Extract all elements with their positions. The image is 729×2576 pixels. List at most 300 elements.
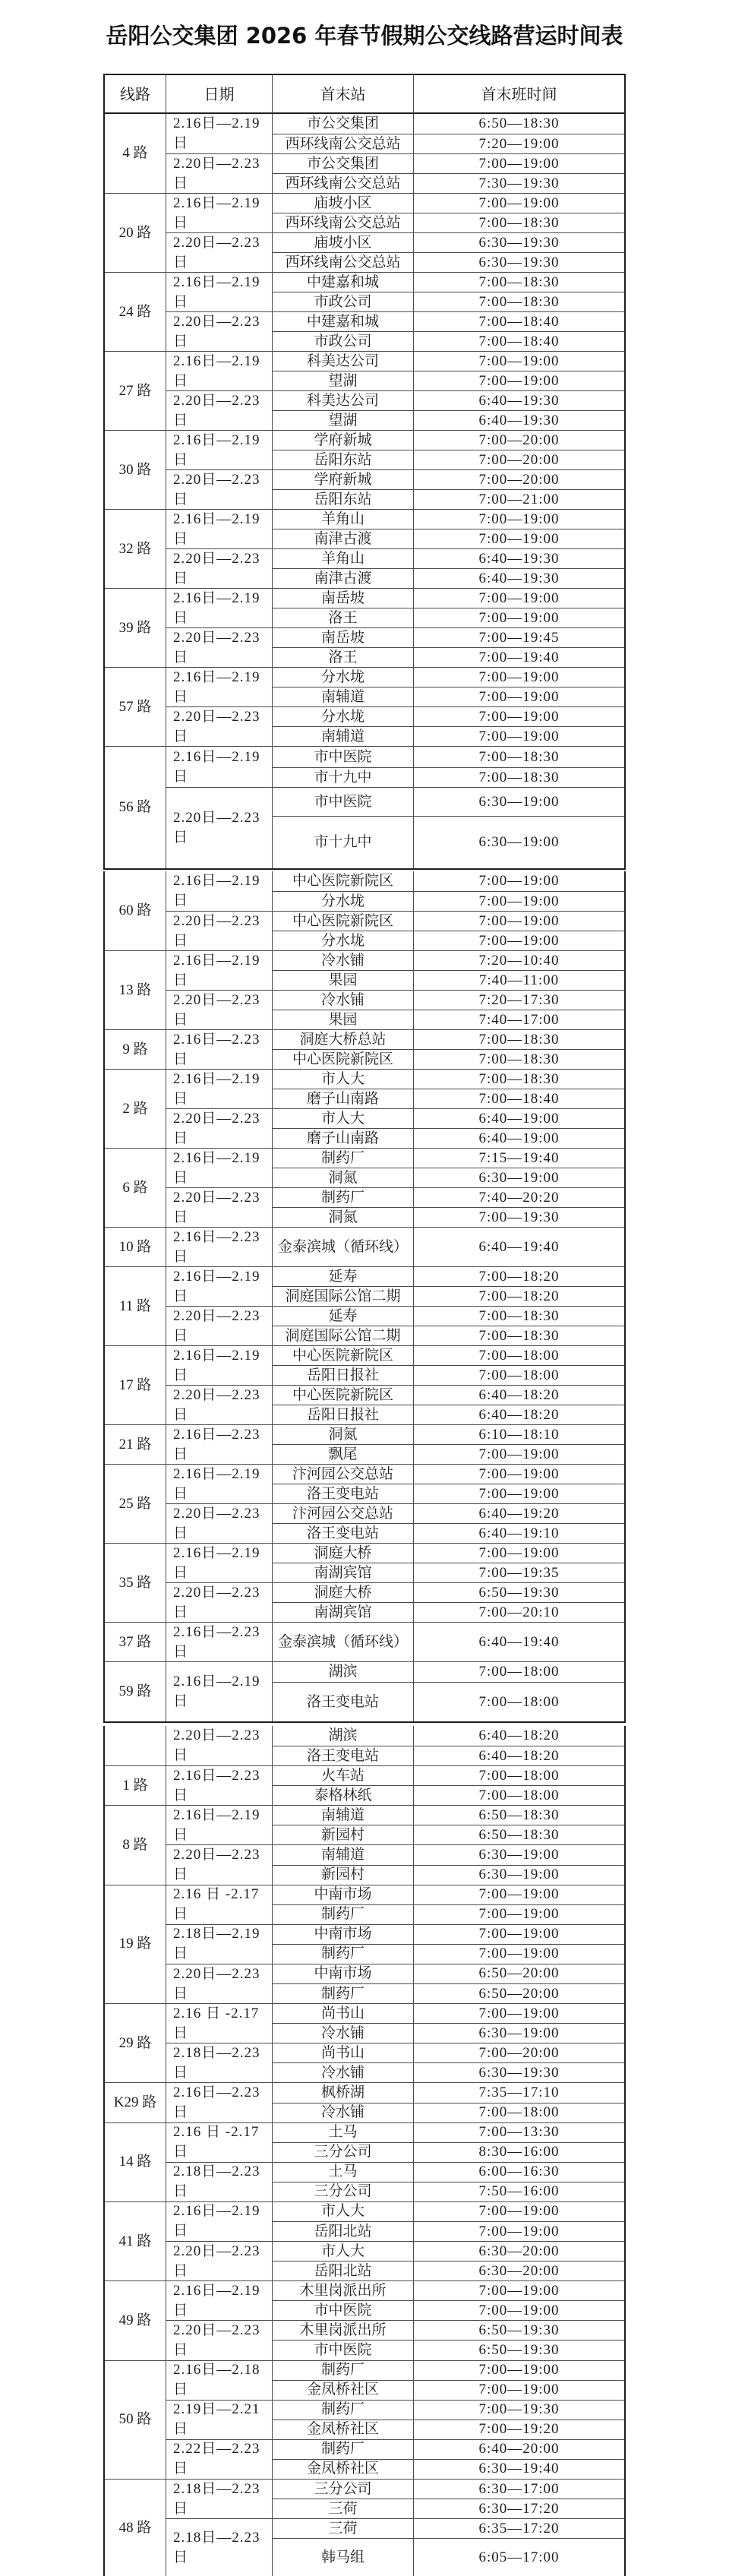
station-cell [272, 2459, 413, 2479]
route-line-cell [105, 588, 166, 667]
time-cell [413, 2142, 624, 2162]
time-cell [413, 2479, 624, 2499]
service-hours: 7:00—18:00 [478, 1767, 560, 1784]
time-cell [413, 1746, 624, 1765]
time-cell [413, 1345, 624, 1365]
service-hours: 7:50—16:00 [478, 2183, 560, 2200]
station-cell [272, 509, 413, 529]
date-range: 2.16 日 -2.17日 [173, 2124, 260, 2160]
station-name: 洞氮 [328, 1169, 358, 1186]
station-cell [272, 1424, 413, 1444]
station-name: 洛王变电站 [306, 1485, 379, 1502]
station-cell [272, 2082, 413, 2102]
route-line-cell [105, 351, 166, 430]
station-name: 冷水铺 [320, 952, 364, 969]
station-cell [272, 1266, 413, 1286]
time-cell [413, 1785, 624, 1805]
service-hours: 6:35—17:20 [478, 2520, 560, 2536]
date-cell [166, 1227, 272, 1266]
station-cell [272, 970, 413, 990]
service-hours: 6:50—19:30 [478, 1584, 560, 1601]
time-cell [413, 311, 624, 331]
station-cell [272, 1484, 413, 1503]
time-cell [413, 351, 624, 371]
station-cell [272, 816, 413, 868]
station-cell [272, 891, 413, 911]
time-cell [413, 726, 624, 746]
station-cell [272, 1904, 413, 1924]
station-name: 市公交集团 [306, 115, 379, 131]
route-line-cell [105, 430, 166, 509]
station-name: 冷水铺 [320, 2104, 364, 2121]
station-cell [272, 1187, 413, 1207]
time-cell [413, 2280, 624, 2300]
route-number: 32 路 [118, 540, 152, 557]
date-range: 2.16日—2.19日 [173, 1544, 260, 1581]
service-hours: 7:00—19:00 [478, 589, 560, 606]
date-range: 2.16日—2.19日 [173, 352, 260, 389]
date-range: 2.20日—2.23日 [173, 810, 260, 845]
time-cell [413, 970, 624, 990]
station-name: 南岳坡 [320, 589, 364, 606]
station-cell [272, 450, 413, 469]
date-range: 2.16日—2.19日 [173, 1070, 260, 1107]
route-line-cell [105, 2201, 166, 2280]
service-hours: 7:00—18:20 [478, 1288, 560, 1304]
time-cell [413, 1444, 624, 1464]
time-cell [413, 371, 624, 390]
station-cell [272, 2479, 413, 2499]
station-cell [272, 1306, 413, 1326]
route-line-cell [105, 667, 166, 746]
station-cell [272, 134, 413, 153]
station-cell [272, 430, 413, 450]
route-group [105, 1885, 624, 2003]
date-cell [166, 2320, 272, 2359]
route-line-cell [105, 193, 166, 272]
time-cell [413, 2439, 624, 2459]
station-name: 洞庭国际公馆二期 [285, 1327, 401, 1344]
route-number: 13 路 [118, 981, 152, 998]
station-name: 羊角山 [320, 550, 364, 567]
time-cell [413, 1944, 624, 1964]
date-cell [166, 1661, 272, 1721]
date-cell [166, 1266, 272, 1306]
station-cell [272, 2023, 413, 2043]
date-range: 2.16日—2.19日 [173, 2203, 260, 2239]
service-hours: 6:50—19:30 [478, 2322, 560, 2338]
date-range: 2.22日—2.23日 [173, 2441, 260, 2477]
date-cell [166, 787, 272, 868]
time-cell [413, 1306, 624, 1326]
time-cell [413, 2241, 624, 2261]
date-range: 2.16日—2.19日 [173, 2282, 260, 2318]
station-name: 南岳坡 [320, 629, 364, 646]
station-name: 岳阳日报社 [306, 1367, 379, 1383]
station-name: 岳阳北站 [314, 2223, 372, 2239]
time-cell [413, 193, 624, 213]
route-number: 17 路 [118, 1377, 152, 1393]
date-cell [166, 1148, 272, 1187]
date-range: 2.20日—2.23日 [173, 1965, 260, 2002]
route-number: 14 路 [118, 2154, 152, 2170]
service-hours: 6:00—16:30 [478, 2164, 560, 2180]
service-hours: 6:30—17:20 [478, 2500, 560, 2517]
station-name: 果园 [328, 1011, 358, 1028]
date-cell [166, 2003, 272, 2043]
service-hours: 7:00—18:30 [478, 1051, 560, 1067]
route-group [105, 1661, 624, 1721]
time-cell [413, 1765, 624, 1785]
service-hours: 7:00—19:00 [478, 1886, 560, 1903]
header-label: 首末站 [320, 84, 366, 103]
station-cell [272, 2122, 413, 2142]
service-hours: 6:40—18:20 [478, 1727, 560, 1744]
route-group [105, 1543, 624, 1622]
station-cell [272, 911, 413, 931]
time-cell [413, 1543, 624, 1563]
station-name: 土马 [328, 2164, 358, 2180]
station-cell [272, 1148, 413, 1168]
service-hours: 7:00—19:30 [478, 1209, 560, 1225]
station-name: 中心医院新院区 [292, 1386, 393, 1403]
date-range: 2.16日—2.19日 [173, 1465, 260, 1502]
station-name: 市十九中 [314, 769, 372, 785]
service-hours: 8:30—16:00 [478, 2144, 560, 2160]
station-cell [272, 213, 413, 232]
date-range: 2.20日—2.23日 [173, 2322, 260, 2358]
time-cell [413, 2162, 624, 2182]
station-name: 土马 [328, 2124, 358, 2141]
station-name: 磨子山南路 [306, 1090, 379, 1107]
date-range: 2.19日—2.21日 [173, 2401, 260, 2438]
date-range: 2.18日—2.23日 [173, 2480, 260, 2517]
service-hours: 7:00—18:00 [478, 1367, 560, 1383]
service-hours: 7:00—19:00 [478, 510, 560, 527]
route-line-cell [105, 950, 166, 1029]
station-name: 洛王变电站 [306, 1747, 379, 1764]
time-cell [413, 489, 624, 509]
station-name: 学府新城 [314, 431, 372, 448]
date-range: 2.20日—2.23日 [173, 234, 260, 270]
time-cell [413, 1865, 624, 1885]
time-cell [413, 114, 624, 134]
date-range: 2.20日—2.23日 [173, 912, 260, 949]
service-hours: 7:00—18:00 [478, 1787, 560, 1803]
date-cell [166, 990, 272, 1029]
service-hours: 7:00—18:30 [478, 769, 560, 785]
route-number: 10 路 [118, 1238, 152, 1255]
service-hours: 6:50—20:00 [478, 1985, 560, 2002]
station-cell [272, 2201, 413, 2221]
route-number: 60 路 [118, 902, 152, 918]
time-cell [413, 1885, 624, 1904]
date-range: 2.16日—2.19日 [173, 1268, 260, 1304]
route-line-cell [105, 1543, 166, 1622]
station-name: 学府新城 [314, 471, 372, 488]
station-cell [272, 1582, 413, 1602]
service-hours: 7:00—18:40 [478, 313, 560, 330]
route-number: 20 路 [118, 224, 152, 241]
time-cell [413, 1069, 624, 1089]
station-name: 汴河园公交总站 [292, 1465, 393, 1482]
station-cell [272, 767, 413, 787]
time-cell [413, 1805, 624, 1825]
station-name: 汴河园公交总站 [292, 1505, 393, 1522]
service-hours: 6:50—20:00 [478, 1965, 560, 1982]
station-cell [272, 1785, 413, 1805]
service-hours: 6:50—18:30 [478, 115, 560, 131]
station-cell [272, 1661, 413, 1682]
time-cell [413, 2221, 624, 2241]
time-cell [413, 2300, 624, 2320]
service-hours: 7:00—19:00 [478, 728, 560, 744]
route-group [105, 114, 624, 193]
header-date [166, 75, 272, 114]
time-cell [413, 1825, 624, 1844]
route-line-cell [105, 2280, 166, 2359]
station-cell [272, 2162, 413, 2182]
station-cell [272, 2280, 413, 2300]
route-line-cell [105, 1726, 166, 1765]
station-name: 西环线南公交总站 [285, 254, 401, 270]
date-cell [166, 193, 272, 232]
date-range: 2.20日—2.23日 [173, 629, 260, 665]
service-hours: 6:30—19:00 [478, 834, 560, 850]
station-name: 三分公司 [314, 2144, 372, 2160]
time-cell [413, 2082, 624, 2102]
date-cell [166, 1622, 272, 1661]
service-hours: 7:00—19:00 [478, 1945, 560, 1962]
route-group [105, 950, 624, 1029]
service-hours: 7:00—19:30 [478, 2401, 560, 2418]
header-label: 首末班时间 [481, 84, 557, 103]
station-name: 中建嘉和城 [306, 313, 379, 330]
time-cell [413, 2459, 624, 2479]
station-cell [272, 1563, 413, 1582]
time-cell [413, 153, 624, 173]
station-name: 市政公司 [314, 293, 372, 310]
station-cell [272, 272, 413, 292]
time-cell [413, 292, 624, 311]
station-cell [272, 1029, 413, 1049]
time-cell [413, 213, 624, 232]
date-cell [166, 1029, 272, 1069]
route-group [105, 746, 624, 868]
route-number: 9 路 [122, 1041, 148, 1057]
time-cell [413, 1148, 624, 1168]
station-name: 羊角山 [320, 510, 364, 527]
time-cell [413, 1168, 624, 1187]
route-group [105, 1464, 624, 1543]
date-range: 2.20日—2.23日 [173, 392, 260, 428]
date-range: 2.18日—2.23日 [173, 2044, 260, 2081]
date-range: 2.20日—2.23日 [173, 1584, 260, 1620]
station-name: 南辅道 [320, 1847, 364, 1863]
station-name: 中心医院新院区 [292, 1347, 393, 1364]
time-cell [413, 1128, 624, 1148]
date-cell [166, 1805, 272, 1844]
date-range: 2.16日—2.19日 [173, 1149, 260, 1186]
station-name: 洞氮 [328, 1426, 358, 1443]
service-hours: 7:00—19:00 [478, 155, 560, 172]
station-cell [272, 390, 413, 410]
time-cell [413, 1108, 624, 1128]
time-cell [413, 1464, 624, 1484]
time-cell [413, 548, 624, 568]
service-hours: 6:30—19:40 [478, 2461, 560, 2477]
station-name: 制药厂 [320, 1945, 364, 1962]
station-cell [272, 489, 413, 509]
station-cell [272, 2320, 413, 2340]
service-hours: 7:00—19:00 [478, 194, 560, 211]
station-cell [272, 1622, 413, 1661]
service-hours: 6:30—19:30 [478, 234, 560, 251]
time-cell [413, 1049, 624, 1069]
service-hours: 7:00—18:30 [478, 1327, 560, 1344]
route-number: 49 路 [118, 2312, 152, 2328]
station-cell [272, 548, 413, 568]
station-name: 制药厂 [320, 1906, 364, 1923]
service-hours: 7:30—19:30 [478, 175, 560, 191]
station-cell [272, 1885, 413, 1904]
station-name: 市中医院 [314, 2342, 372, 2359]
station-name: 洛王变电站 [306, 1693, 379, 1710]
time-cell [413, 1661, 624, 1682]
route-number: 8 路 [122, 1836, 148, 1853]
service-hours: 7:00—19:00 [478, 1544, 560, 1561]
station-cell [272, 931, 413, 950]
station-cell [272, 1844, 413, 1864]
date-range: 2.16日—2.19日 [173, 1806, 260, 1843]
date-cell [166, 351, 272, 390]
route-number: 21 路 [118, 1436, 152, 1452]
station-name: 南津古渡 [314, 530, 372, 547]
station-cell [272, 1503, 413, 1523]
service-hours: 6:30—19:00 [478, 1847, 560, 1863]
service-hours: 7:00—18:00 [478, 1347, 560, 1364]
time-cell [413, 1365, 624, 1385]
service-hours: 7:00—18:00 [478, 1664, 560, 1680]
date-cell [166, 1726, 272, 1765]
station-cell [272, 726, 413, 746]
route-group [105, 2201, 624, 2280]
date-cell [166, 153, 272, 193]
time-cell [413, 931, 624, 950]
service-hours: 7:00—18:30 [478, 273, 560, 290]
service-hours: 7:00—19:00 [478, 1485, 560, 1502]
date-cell [166, 871, 272, 911]
service-hours: 7:00—19:00 [478, 609, 560, 626]
time-cell [413, 1385, 624, 1405]
date-range: 2.20日—2.23日 [173, 1847, 260, 1883]
route-number: 41 路 [118, 2233, 152, 2249]
route-group [105, 1424, 624, 1464]
date-cell [166, 2201, 272, 2241]
route-group [105, 1227, 624, 1266]
station-name: 岳阳东站 [314, 451, 372, 468]
service-hours: 7:00—18:40 [478, 333, 560, 349]
station-cell [272, 746, 413, 767]
time-cell [413, 1424, 624, 1444]
station-name: 南湖宾馆 [314, 1604, 372, 1620]
station-name: 市中医院 [314, 748, 372, 765]
service-hours: 6:40—19:40 [478, 1633, 560, 1650]
date-cell [166, 1844, 272, 1884]
station-name: 南辅道 [320, 728, 364, 744]
station-cell [272, 1286, 413, 1306]
date-range: 2.20日—2.23日 [173, 708, 260, 744]
time-cell [413, 706, 624, 726]
date-range: 2.18日—2.23日 [173, 2529, 260, 2565]
date-cell [166, 706, 272, 746]
station-name: 南湖宾馆 [314, 1564, 372, 1581]
station-cell [272, 311, 413, 331]
station-cell [272, 2439, 413, 2459]
service-hours: 7:00—19:00 [478, 873, 560, 889]
time-cell [413, 2261, 624, 2280]
date-cell [166, 311, 272, 351]
service-hours: 6:40—18:20 [478, 1406, 560, 1423]
service-hours: 7:00—18:00 [478, 1693, 560, 1710]
station-cell [272, 667, 413, 687]
route-number: 37 路 [118, 1633, 152, 1650]
station-cell [272, 1010, 413, 1029]
route-number: 25 路 [118, 1495, 152, 1512]
service-hours: 7:00—18:20 [478, 1268, 560, 1285]
station-name: 中建嘉和城 [306, 273, 379, 290]
station-cell [272, 2420, 413, 2439]
station-name: 泰格林纸 [314, 1787, 372, 1803]
time-cell [413, 1286, 624, 1306]
station-cell [272, 232, 413, 252]
station-cell [272, 2062, 413, 2082]
service-hours: 7:15—19:40 [478, 1149, 560, 1166]
service-hours: 7:20—19:00 [478, 135, 560, 152]
station-name: 冷水铺 [320, 991, 364, 1008]
station-cell [272, 1049, 413, 1069]
date-range: 2.16 日 -2.17日 [173, 2005, 260, 2041]
station-cell [272, 193, 413, 213]
service-hours: 7:00—19:00 [478, 668, 560, 685]
station-cell [272, 2340, 413, 2359]
route-group [105, 1765, 624, 1805]
station-cell [272, 252, 413, 272]
route-line-cell [105, 114, 166, 193]
header-label: 线路 [120, 84, 150, 103]
service-hours: 6:50—18:30 [478, 1826, 560, 1843]
time-cell [413, 390, 624, 410]
station-cell [272, 1602, 413, 1622]
time-cell [413, 1964, 624, 1983]
service-hours: 6:40—19:10 [478, 1525, 560, 1541]
date-range: 2.20日—2.23日 [173, 2243, 260, 2279]
station-name: 西环线南公交总站 [285, 135, 401, 152]
route-line-cell [105, 1227, 166, 1266]
date-cell [166, 1345, 272, 1385]
date-cell [166, 2043, 272, 2082]
route-number: 30 路 [118, 461, 152, 478]
time-cell [413, 687, 624, 706]
station-cell [272, 1865, 413, 1885]
station-name: 洞氮 [328, 1209, 358, 1225]
station-name: 金泰滨城（循环线） [277, 1633, 408, 1650]
route-number: 29 路 [118, 2034, 152, 2051]
table-section [103, 1726, 626, 2576]
station-cell [272, 2499, 413, 2518]
route-line-cell [105, 1148, 166, 1227]
date-cell [166, 667, 272, 706]
